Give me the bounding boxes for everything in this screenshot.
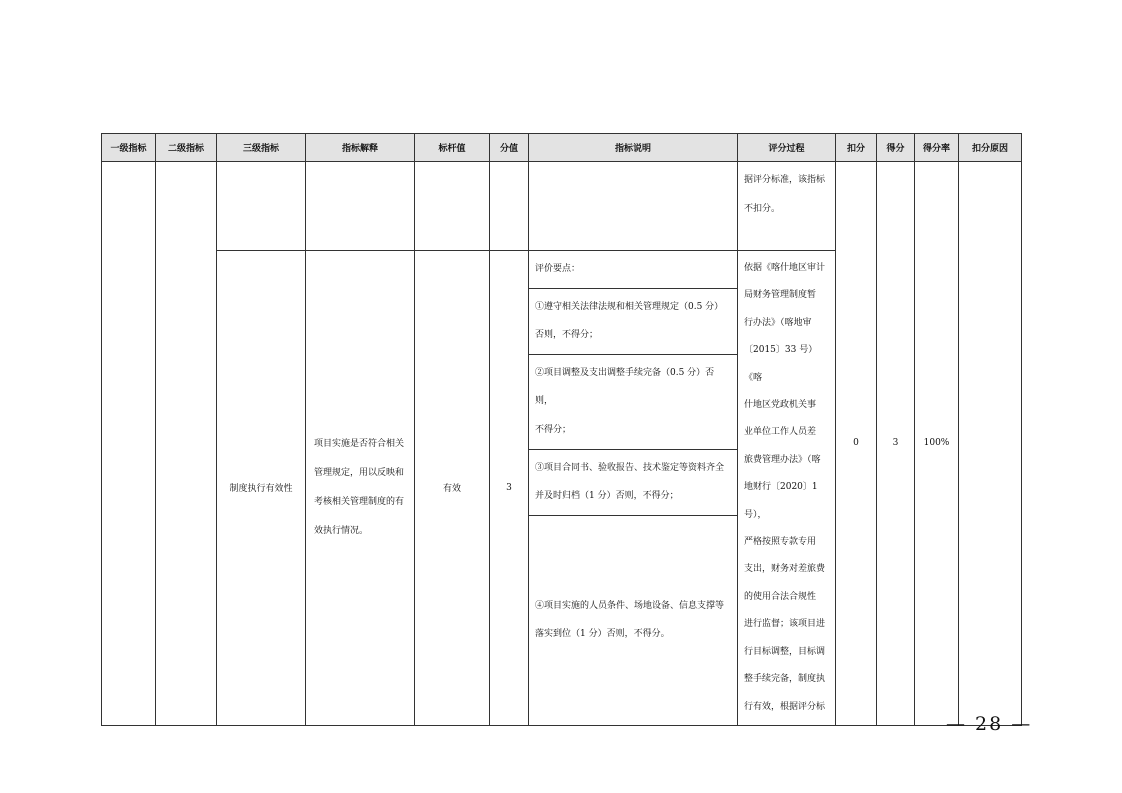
description-item	[529, 354, 737, 449]
process-line: 严格按照专款专用	[744, 537, 817, 548]
description-item	[529, 288, 737, 354]
process-line: 整手续完备，制度执	[744, 674, 826, 685]
interpretation-cell	[306, 162, 415, 251]
process-cell	[738, 251, 836, 726]
benchmark-cell	[415, 162, 490, 251]
process-line: 旅费管理办法》（喀	[744, 454, 821, 465]
process-line: 不扣分。	[744, 203, 781, 214]
score-value-cell: 3	[490, 251, 529, 726]
process-line: 行目标调整，目标调	[744, 646, 826, 657]
description-line: ①遵守相关法律法规和相关管理规定（0.5 分）	[535, 301, 724, 312]
header-interpretation: 指标解释	[306, 134, 415, 162]
interpretation-line: 项目实施是否符合相关	[314, 438, 405, 449]
level1-cell	[102, 162, 156, 726]
header-benchmark: 标杆值	[415, 134, 490, 162]
deduction-reason-cell	[959, 162, 1022, 726]
level3-cell	[217, 162, 306, 251]
header-score: 得分	[877, 134, 915, 162]
process-line: 什地区党政机关事	[744, 400, 817, 411]
header-level3: 三级指标	[217, 134, 306, 162]
header-level1: 一级指标	[102, 134, 156, 162]
interpretation-line: 考核相关管理制度的有	[314, 496, 405, 507]
process-line: 局财务管理制度暂	[744, 290, 817, 301]
page-number: — 28 —	[946, 713, 1033, 735]
description-line: ④项目实施的人员条件、场地设备、信息支撑等	[535, 600, 725, 611]
description-line: 落实到位（1 分）否则，不得分。	[535, 629, 670, 640]
process-line: 的使用合法合规性	[744, 591, 817, 602]
performance-evaluation-table	[101, 133, 1022, 726]
description-item	[529, 251, 737, 288]
process-line: 依据《喀什地区审计	[744, 263, 826, 273]
header-level2: 二级指标	[156, 134, 217, 162]
interpretation-line: 管理规定，用以反映和	[314, 467, 405, 478]
description-cell	[529, 162, 738, 251]
description-cell	[529, 251, 738, 726]
level3-cell: 制度执行有效性	[217, 251, 306, 726]
header-row	[102, 134, 1022, 162]
process-line: 据评分标准，该指标	[744, 175, 826, 185]
description-line: 不得分；	[535, 424, 572, 435]
header-description: 指标说明	[529, 134, 738, 162]
process-line: 行有效，根据评分标	[744, 701, 826, 712]
process-line: 〔2015〕33 号）《喀	[744, 345, 818, 383]
level2-cell	[156, 162, 217, 726]
benchmark-cell: 有效	[415, 251, 490, 726]
process-line: 地财行〔2020〕1 号），	[744, 482, 818, 520]
description-item	[529, 515, 737, 725]
score-rate-cell: 100%	[915, 162, 959, 726]
table-row	[102, 162, 1022, 251]
process-line: 支出，财务对差旅费	[744, 564, 826, 575]
process-line: 行办法》（喀地审	[744, 317, 812, 328]
description-item	[529, 449, 737, 515]
description-line: ②项目调整及支出调整手续完备（0.5 分）否则，	[535, 367, 715, 407]
description-line: ③项目合同书、验收报告、技术鉴定等资料齐全	[535, 462, 725, 473]
interpretation-line: 效执行情况。	[314, 525, 369, 536]
description-line: 并及时归档（1 分）否则，不得分；	[535, 491, 679, 502]
header-score-value: 分值	[490, 134, 529, 162]
process-line: 进行监督；该项目进	[744, 619, 826, 630]
header-deduction-reason: 扣分原因	[959, 134, 1022, 162]
header-score-rate: 得分率	[915, 134, 959, 162]
score-cell: 3	[877, 162, 915, 726]
header-deduction: 扣分	[836, 134, 877, 162]
description-line: 否则，不得分；	[535, 330, 599, 341]
header-process: 评分过程	[738, 134, 836, 162]
process-cell	[738, 162, 836, 251]
description-subtable	[529, 251, 737, 725]
process-line: 业单位工作人员差	[744, 427, 817, 438]
score-value-cell	[490, 162, 529, 251]
deduction-cell: 0	[836, 162, 877, 726]
description-line: 评价要点：	[535, 264, 581, 274]
interpretation-cell	[306, 251, 415, 726]
